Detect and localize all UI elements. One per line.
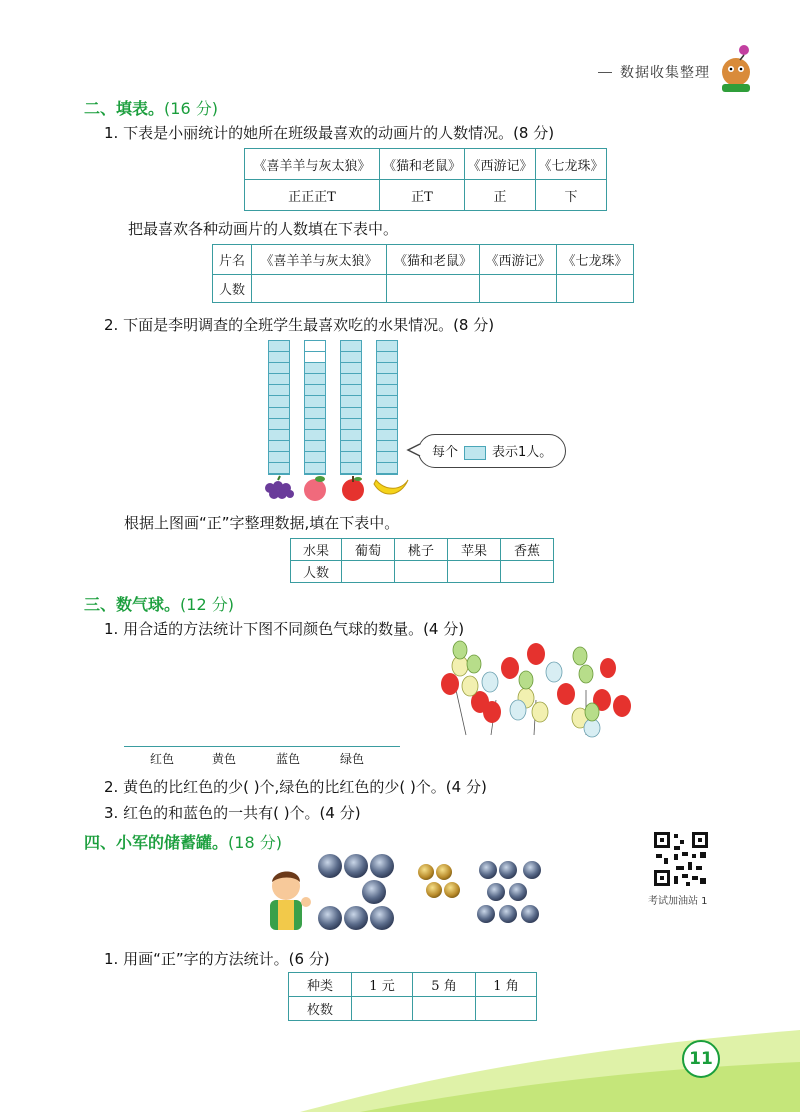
count-input-1[interactable] [252,275,387,303]
fruit-header-1: 葡萄 [342,539,395,561]
pictograph-cell [377,452,397,463]
section-2-title [84,96,218,119]
pictograph-cell [341,452,361,463]
count-table-header-3: 《西游记》 [480,245,557,275]
pictograph-cell [341,363,361,374]
section-4-points: (18 分) [228,833,282,852]
qr-code-icon[interactable] [652,830,710,888]
fruit-table-count-label: 人数 [291,561,342,583]
pictograph-cell [305,430,325,441]
label-yellow: 黄色 [212,752,237,766]
balloon-color-labels [150,750,364,767]
coin-header-1: 1 元 [352,973,413,997]
tally-table-cartoons [244,148,607,211]
pictograph-cell [341,374,361,385]
q3-3-text: 3. 红色的和蓝色的一共有( )个。(4 分) [104,804,361,822]
mascot-icon [714,42,754,94]
count-table-label-count: 人数 [213,275,252,303]
pictograph-column-4 [376,340,398,475]
grape-icon [262,474,298,502]
tally-header-1: 《喜羊羊与灰太狼》 [245,149,380,180]
q2-2-instruction: 根据上图画“正”字整理数据,填在下表中。 [124,514,400,532]
legend-prefix: 每个 [432,445,459,460]
pictograph-cell [377,341,397,352]
pictograph-cell [305,463,325,474]
pictograph-cell [269,363,289,374]
fruit-table-label: 水果 [291,539,342,561]
pictograph-cell [341,408,361,419]
section-4-heading: 四、小军的储蓄罐。 [84,833,229,852]
boy-illustration [258,866,314,936]
count-table-header-2: 《猫和老鼠》 [387,245,480,275]
pictograph-cell [305,452,325,463]
pictograph-cell [269,396,289,407]
pictograph-cell [269,408,289,419]
q2-1-text: 1. 下表是小丽统计的她所在班级最喜欢的动画片的人数情况。(8 分) [104,124,555,142]
section-3-points: (12 分) [180,595,234,614]
tally-cell-3: 正 [465,180,536,211]
q3-2-text: 2. 黄色的比红色的少( )个,绿色的比红色的少( )个。(4 分) [104,778,487,796]
pictograph-cell [377,430,397,441]
legend-swatch [464,446,486,460]
pictograph-cell [305,352,325,363]
count-input-3[interactable] [480,275,557,303]
count-table-label-name: 片名 [213,245,252,275]
pictograph-cell [269,441,289,452]
pictograph-cell [305,408,325,419]
bottom-wave-decoration [0,1010,800,1112]
header-title: 数据收集整理 [620,65,710,81]
pictograph-cell [269,452,289,463]
pictograph-cell [377,463,397,474]
section-2-points: (16 分) [164,99,218,118]
pictograph-cell [377,385,397,396]
count-input-2[interactable] [387,275,480,303]
pictograph-cell [341,352,361,363]
label-blue: 蓝色 [276,752,301,766]
tally-header-3: 《西游记》 [465,149,536,180]
coins-illustration [312,850,552,940]
pictograph-cell [269,385,289,396]
pictograph-cell [341,341,361,352]
balloon-tally-line [124,746,400,747]
label-red: 红色 [150,752,175,766]
tally-cell-1: 正正正T [245,180,380,211]
balloons-illustration [436,640,636,740]
pictograph-column-1 [268,340,290,475]
coin-table-count-label: 枚数 [289,997,352,1021]
coin-header-2: 5 角 [413,973,476,997]
pictograph-cell [377,352,397,363]
q3-1-text: 1. 用合适的方法统计下图不同颜色气球的数量。(4 分) [104,620,465,638]
coin-count-input-1[interactable] [352,997,413,1021]
tally-header-4: 《七龙珠》 [536,149,607,180]
coin-header-3: 1 角 [476,973,537,997]
count-table-header-1: 《喜羊羊与灰太狼》 [252,245,387,275]
pictograph-cell [377,363,397,374]
fruit-count-input-4[interactable] [501,561,554,583]
pictograph-cell [377,441,397,452]
section-2-heading: 二、填表。 [84,99,165,118]
pictograph-cell [377,396,397,407]
section-3-title [84,592,234,615]
coin-count-input-2[interactable] [413,997,476,1021]
apple-icon [338,474,368,502]
section-4-title [84,830,282,853]
pictograph-cell [341,441,361,452]
fruit-count-table [290,538,554,583]
legend-suffix: 表示1人。 [492,445,553,460]
coin-count-input-3[interactable] [476,997,537,1021]
pictograph-cell [269,352,289,363]
pictograph-column-3 [340,340,362,475]
page-number: 11 [682,1040,720,1078]
coin-count-table [288,972,537,1021]
fruit-header-2: 桃子 [395,539,448,561]
fruit-count-input-3[interactable] [448,561,501,583]
pictograph-cell [341,430,361,441]
count-table-cartoons [212,244,634,303]
peach-icon [300,474,330,502]
pictograph-cell [341,396,361,407]
fruit-header-3: 苹果 [448,539,501,561]
pictograph-column-2 [304,340,326,475]
q2-1-instruction: 把最喜欢各种动画片的人数填在下表中。 [128,220,399,238]
pictograph-cell [269,463,289,474]
tally-cell-2: 正T [380,180,465,211]
pictograph-cell [305,441,325,452]
pictograph-cell [305,363,325,374]
q2-2-text: 2. 下面是李明调查的全班学生最喜欢吃的水果情况。(8 分) [104,316,495,334]
pictograph-cell [341,385,361,396]
tally-cell-4: 下 [536,180,607,211]
fruit-header-4: 香蕉 [501,539,554,561]
q4-1-text: 1. 用画“正”字的方法统计。(6 分) [104,950,330,968]
fruit-count-input-1[interactable] [342,561,395,583]
count-input-4[interactable] [557,275,634,303]
pictograph-cell [305,419,325,430]
pictograph-cell [377,419,397,430]
pictograph-cell [305,396,325,407]
pictograph-cell [269,341,289,352]
pictograph-cell [305,385,325,396]
pictograph-cell [341,463,361,474]
pictograph-cell [341,419,361,430]
count-table-header-4: 《七龙珠》 [557,245,634,275]
pictograph-cell [269,374,289,385]
header-rule [598,72,612,73]
pictograph-cell [269,430,289,441]
legend-text [432,441,552,460]
pictograph-cell [377,408,397,419]
pictograph-cell [269,419,289,430]
pictograph-cell [305,341,325,352]
callout-pointer [406,442,422,458]
qr-caption: 考试加油站 1 [648,896,708,907]
pictograph-cell [305,374,325,385]
section-3-heading: 三、数气球。 [84,595,181,614]
coin-table-label: 种类 [289,973,352,997]
banana-icon [372,476,410,500]
fruit-count-input-2[interactable] [395,561,448,583]
tally-header-2: 《猫和老鼠》 [380,149,465,180]
label-green: 绿色 [340,752,365,766]
pictograph-cell [377,374,397,385]
